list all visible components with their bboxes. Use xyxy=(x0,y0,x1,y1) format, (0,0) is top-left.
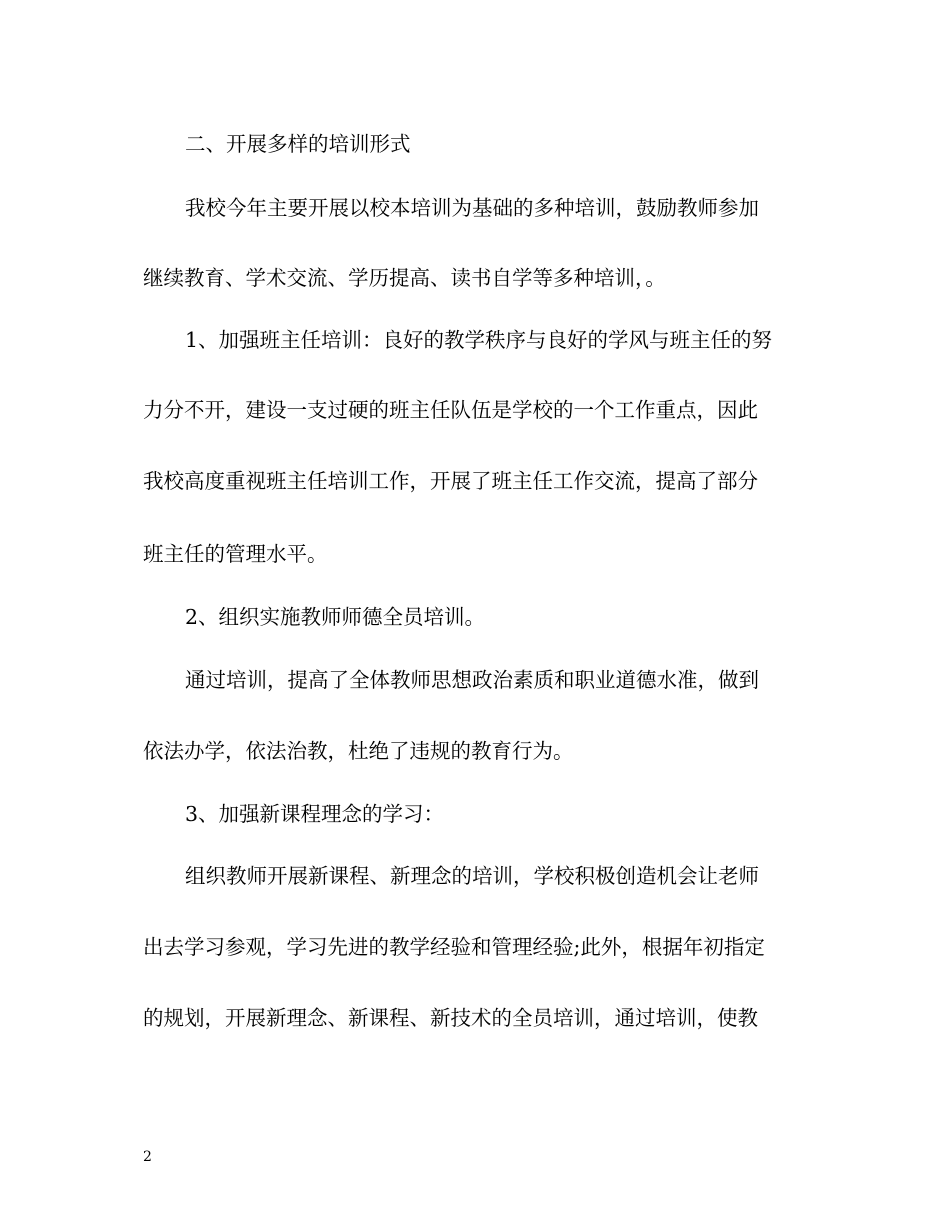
paragraph-line: 力分不开，建设一支过硬的班主任队伍是学校的一个工作重点，因此 xyxy=(143,398,758,422)
paragraph-line: 3、加强新课程理念的学习： xyxy=(185,802,445,826)
paragraph-line: 的规划，开展新理念、新课程、新技术的全员培训，通过培训，使教 xyxy=(143,1006,758,1030)
page-number: 2 xyxy=(143,1149,152,1165)
paragraph-line: 继续教育、学术交流、学历提高、读书自学等多种培训，。 xyxy=(143,266,666,290)
paragraph-line: 2、组织实施教师师德全员培训。 xyxy=(185,605,486,629)
paragraph-line: 组织教师开展新课程、新理念的培训，学校积极创造机会让老师 xyxy=(185,864,759,888)
paragraph-line: 我校高度重视班主任培训工作，开展了班主任工作交流，提高了部分 xyxy=(143,469,758,493)
section-heading: 二、开展多样的培训形式 xyxy=(185,132,411,156)
paragraph-line: 通过培训，提高了全体教师思想政治素质和职业道德水准，做到 xyxy=(185,668,759,692)
paragraph-line: 出去学习参观，学习先进的教学经验和管理经验;此外，根据年初指定 xyxy=(143,935,765,959)
paragraph-line: 1、加强班主任培训：良好的教学秩序与良好的学风与班主任的努 xyxy=(185,328,773,352)
paragraph-line: 班主任的管理水平。 xyxy=(143,542,328,566)
paragraph-line: 我校今年主要开展以校本培训为基础的多种培训，鼓励教师参加 xyxy=(185,196,759,220)
paragraph-line: 依法办学，依法治教，杜绝了违规的教育行为。 xyxy=(143,739,574,763)
